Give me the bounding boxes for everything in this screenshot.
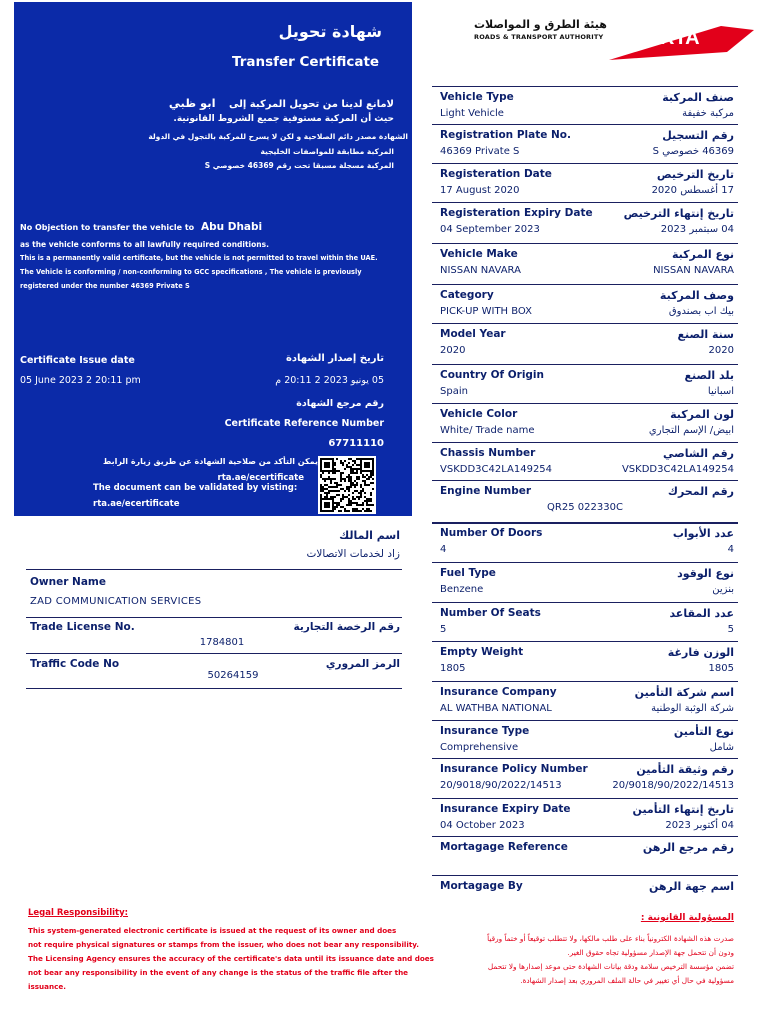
field-label-ar: رقم الشاصي	[663, 447, 734, 460]
field-label-en: Registeration Date	[440, 168, 552, 180]
rta-logo-text: RTA	[660, 27, 700, 49]
field-value: QR25 022330C	[547, 502, 623, 513]
field-value-ar: 2020	[708, 345, 734, 356]
legal-title-ar: المسؤولية القانونية :	[640, 913, 734, 923]
field-label-en: Vehicle Make	[440, 248, 518, 260]
ref-label-en: Certificate Reference Number	[224, 418, 384, 429]
vehicle-row	[432, 243, 738, 285]
field-label-ar: وصف المركبة	[659, 289, 734, 302]
field-value-ar: ابيض/ الإسم التجاري	[648, 425, 734, 436]
field-label-en: Fuel Type	[440, 567, 496, 579]
field-label-ar: نوع المركبة	[671, 248, 734, 261]
owner-name-label-ar: اسم المالك	[339, 529, 400, 542]
vehicle-row	[432, 124, 738, 164]
trade-license-value: 1784801	[199, 637, 245, 648]
legal-line5-en: issuance.	[28, 982, 66, 991]
field-value-en: VSKDD3C42LA149254	[440, 464, 553, 475]
issue-date-ar: 05 يونيو 2023 2 20:11 م	[275, 375, 384, 386]
vehicle-row	[432, 836, 738, 876]
field-label-ar: نوع الوقود	[677, 567, 734, 580]
field-label-ar: الوزن فارغة	[667, 646, 734, 659]
field-value-en: White/ Trade name	[440, 425, 535, 436]
field-value-en: NISSAN NAVARA	[440, 265, 521, 276]
field-label-ar: رقم التسجيل	[662, 129, 734, 142]
vehicle-row	[432, 758, 738, 799]
vehicle-row	[432, 798, 738, 837]
vehicle-row	[432, 641, 738, 682]
field-label-en: Registration Plate No.	[440, 129, 571, 141]
vehicle-row	[432, 86, 738, 125]
field-value-ar: 4	[727, 544, 734, 555]
field-value-ar: 20/9018/90/2022/14513	[612, 780, 734, 791]
field-value-en: Light Vehicle	[440, 108, 504, 119]
ar-line1: لامانع لدينا من تحويل المركبة إلى ابو ظبي	[168, 96, 394, 110]
vehicle-row	[432, 323, 738, 365]
ar-line5: المركبة مسجلة مسبقا تحت رقم 46369 خصوصي S	[204, 161, 394, 170]
legal-line4-en: not bear any responsibility in the event of any change is the status of the traffic file after the	[28, 968, 409, 977]
field-value-ar: 46369 خصوصي S	[652, 146, 734, 157]
field-value-en: Benzene	[440, 584, 484, 595]
validate-url-ar[interactable]: rta.ae/ecertificate	[217, 473, 304, 483]
field-label-ar: صنف المركبة	[662, 91, 734, 104]
traffic-code-row	[26, 653, 402, 689]
field-value-ar: 5	[727, 624, 734, 635]
field-value-en: Comprehensive	[440, 742, 519, 753]
field-value-en: 46369 Private S	[440, 146, 520, 157]
vehicle-row	[432, 284, 738, 324]
field-value-ar: اسبانيا	[707, 386, 734, 397]
field-value-en: 17 August 2020	[440, 185, 520, 196]
vehicle-row	[432, 403, 738, 443]
field-label-ar: رقم المحرك	[667, 485, 734, 498]
validate-text-en: The document can be validated by visting:	[93, 483, 298, 493]
field-label-ar: عدد الأبواب	[672, 527, 734, 540]
field-label-en: Vehicle Color	[440, 408, 518, 420]
field-value-ar: شامل	[709, 742, 734, 753]
vehicle-row	[432, 442, 738, 481]
issue-date-label-ar: تاريخ إصدار الشهادة	[286, 353, 384, 364]
en-line4: The Vehicle is conforming / non-conforming to GCC specifications , The vehicle is previously	[20, 268, 362, 276]
ar-line2: حيث أن المركبة مستوفية جميع الشروط القانونية.	[173, 114, 394, 124]
field-value-en: 4	[440, 544, 447, 555]
authority-name-ar: هيئة الطرق و المواصلات	[474, 18, 607, 31]
field-label-en: Empty Weight	[440, 646, 524, 658]
vehicle-row	[432, 681, 738, 721]
field-label-en: Insurance Policy Number	[440, 763, 588, 775]
field-value-ar: بنزين	[712, 584, 734, 595]
field-label-ar: بلد الصنع	[684, 369, 734, 382]
vehicle-row	[432, 364, 738, 404]
title-ar: شهادة تحويل	[278, 22, 382, 41]
vehicle-row	[432, 202, 738, 244]
field-value-en: Spain	[440, 386, 468, 397]
field-value-en: 2020	[440, 345, 466, 356]
validate-url-en[interactable]: rta.ae/ecertificate	[93, 499, 180, 509]
legal-line2-ar: ودون أن تتحمل جهة الإصدار مسؤولية تجاه حقوق الغير.	[567, 948, 734, 957]
field-label-en: Registeration Expiry Date	[440, 207, 593, 219]
field-label-en: Mortagage Reference	[440, 841, 568, 853]
field-label-ar: رقم وثيقة التأمين	[636, 763, 734, 776]
field-label-en: Category	[440, 289, 494, 301]
field-label-en: Country Of Origin	[440, 369, 545, 381]
field-value-en: 5	[440, 624, 447, 635]
field-value-en: 04 October 2023	[440, 820, 525, 831]
vehicle-row	[432, 875, 738, 902]
legal-line2-en: not require physical signatures or stamps from the issuer, who does not bear any responsibility.	[28, 940, 420, 949]
field-label-en: Engine Number	[440, 485, 532, 497]
field-label-ar: سنة الصنع	[677, 328, 734, 341]
field-value-ar: 1805	[708, 663, 734, 674]
field-value-en: 1805	[440, 663, 466, 674]
vehicle-row	[432, 720, 738, 759]
field-label-en: Chassis Number	[440, 447, 536, 459]
certificate-panel	[14, 2, 412, 516]
ar-line3: الشهادة مصدر دائم الصلاحية و لكن لا يسرح للمركبة بالتجول في الدولة	[148, 132, 408, 141]
field-label-en: Vehicle Type	[440, 91, 514, 103]
rta-logo	[474, 14, 754, 60]
legal-line3-ar: تضمن مؤسسة الترخيص سلامة ودقة بيانات الشهادة حتى موعد إصدارها ولا تتحمل	[487, 962, 734, 971]
owner-name-row	[26, 569, 402, 618]
legal-title-en: Legal Responsibility:	[28, 908, 129, 918]
field-label-en: Model Year	[440, 328, 506, 340]
field-value-ar: بيك اب بصندوق	[668, 306, 734, 317]
trade-license-row	[26, 617, 402, 654]
en-line5: registered under the number 46369 Private S	[20, 282, 190, 290]
ar-line4: المركبة مطابقة للمواصفات الخليجية	[260, 147, 394, 156]
title-en: Transfer Certificate	[232, 54, 380, 70]
en-line3: This is a permanently valid certificate, but the vehicle is not permitted to travel within the UAE.	[20, 254, 378, 262]
traffic-code-label-en: Traffic Code No	[30, 658, 120, 670]
field-value-ar: NISSAN NAVARA	[653, 265, 734, 276]
field-value-en: PICK-UP WITH BOX	[440, 306, 533, 317]
vehicle-row	[432, 602, 738, 642]
vehicle-row	[432, 562, 738, 603]
validate-text-ar: يمكن التأكد من صلاحية الشهادة عن طريق زيارة الرابط	[103, 457, 318, 466]
issue-date-label-en: Certificate Issue date	[20, 355, 135, 366]
field-label-ar: لون المركبة	[670, 408, 734, 421]
en-destination-city: Abu Dhabi	[200, 221, 263, 233]
field-label-en: Insurance Type	[440, 725, 530, 737]
field-label-en: Insurance Expiry Date	[440, 803, 571, 815]
trade-license-label-en: Trade License No.	[30, 621, 135, 633]
issue-date-en: 05 June 2023 2 20:11 pm	[20, 375, 141, 386]
field-label-en: Number Of Seats	[440, 607, 541, 619]
field-value-ar: 04 سبتمبر 2023	[660, 224, 734, 235]
legal-line4-ar: مسؤولية في حال أي تغيير في حالة الملف المروري بعد إصدار الشهادة.	[520, 976, 734, 985]
field-value-en: 04 September 2023	[440, 224, 540, 235]
traffic-code-label-ar: الرمز المروري	[325, 658, 400, 670]
field-label-en: Mortagage By	[440, 880, 523, 892]
trade-license-label-ar: رقم الرخصة التجارية	[293, 621, 400, 633]
qr-code-icon	[318, 456, 376, 514]
field-label-en: Number Of Doors	[440, 527, 543, 539]
field-label-ar: تاريخ إنتهاء التأمين	[632, 803, 734, 816]
field-value-ar: مركبة خفيفة	[682, 108, 734, 119]
field-label-ar: اسم جهة الرهن	[648, 880, 734, 893]
legal-line3-en: The Licensing Agency ensures the accuracy of the certificate's data until its issuance date and does	[28, 954, 434, 963]
field-label-ar: اسم شركة التأمين	[634, 686, 734, 699]
traffic-code-value: 50264159	[207, 670, 259, 681]
ref-label-ar: رقم مرجع الشهادة	[296, 398, 384, 409]
field-value-ar: VSKDD3C42LA149254	[621, 464, 734, 475]
field-label-ar: رقم مرجع الرهن	[642, 841, 734, 854]
field-value-ar: 04 أكتوبر 2023	[665, 820, 734, 831]
owner-name-en: ZAD COMMUNICATION SERVICES	[30, 596, 202, 607]
en-line2: as the vehicle conforms to all lawfully required conditions.	[20, 240, 269, 249]
vehicle-row	[432, 163, 738, 203]
owner-name-ar: زاد لخدمات الاتصالات	[306, 548, 400, 560]
legal-line1-ar: صدرت هذه الشهادة الكترونياً بناء على طلب مالكها، ولا تتطلب توقيعاً أو ختماً ورقياً	[487, 934, 734, 943]
ar-destination-city: ابو ظبي	[168, 96, 216, 110]
field-label-ar: نوع التأمين	[673, 725, 734, 738]
vehicle-row	[432, 480, 738, 524]
legal-line1-en: This system-generated electronic certificate is issued at the request of its owner and does	[28, 926, 397, 935]
field-label-ar: تاريخ الترخيص	[656, 168, 734, 181]
en-line1: No Objection to transfer the vehicle to Abu Dhabi	[20, 221, 263, 233]
vehicle-row	[432, 522, 738, 563]
field-value-en: 20/9018/90/2022/14513	[440, 780, 562, 791]
field-label-ar: عدد المقاعد	[669, 607, 734, 620]
field-label-en: Insurance Company	[440, 686, 557, 698]
field-value-ar: شركة الوثبة الوطنية	[651, 703, 734, 714]
field-label-ar: تاريخ إنتهاء الترخيص	[623, 207, 734, 220]
field-value-ar: 17 أغسطس 2020	[651, 185, 734, 196]
field-value-en: AL WATHBA NATIONAL	[440, 703, 552, 714]
authority-name-en: ROADS & TRANSPORT AUTHORITY	[474, 33, 604, 41]
owner-name-label-en: Owner Name	[30, 576, 106, 588]
ref-value: 67711110	[328, 438, 384, 449]
